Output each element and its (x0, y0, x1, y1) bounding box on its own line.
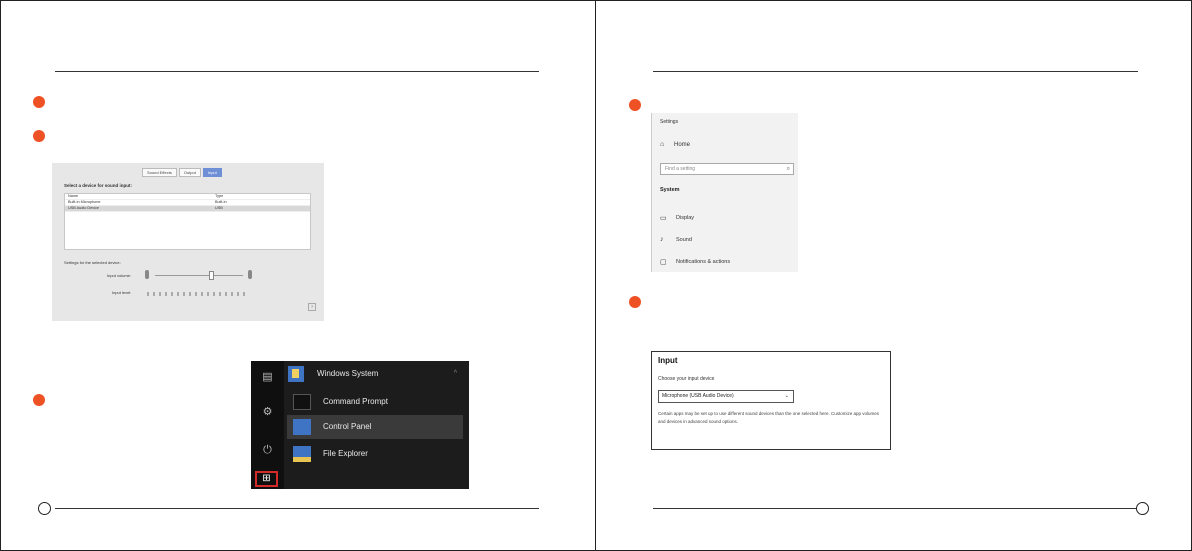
column-name: Name (68, 194, 79, 198)
menu-item-file-explorer[interactable] (287, 442, 463, 466)
start-rail (251, 361, 284, 489)
terminal-icon (293, 394, 311, 410)
sidebar-item-display[interactable] (660, 214, 790, 224)
step-bullet-5 (629, 296, 641, 308)
microphone-low-icon (145, 270, 149, 279)
tab-sound-effects[interactable]: Sound Effects (142, 168, 177, 177)
menu-item-control-panel[interactable] (287, 415, 463, 439)
sidebar-item-notifications[interactable] (660, 258, 790, 268)
control-panel-icon (293, 419, 311, 435)
speaker-icon: ♪ (660, 236, 664, 243)
sidebar-item-label: Sound (676, 237, 692, 243)
help-button[interactable]: ? (308, 303, 316, 311)
right-footer-rule (653, 508, 1138, 509)
settings-title: Settings (660, 119, 679, 125)
windows-start-menu (251, 361, 469, 489)
right-page-number-circle (1136, 502, 1149, 515)
chevron-down-icon: ⌄ (784, 393, 789, 399)
input-title: Input (658, 356, 678, 365)
power-icon[interactable]: ⏻ (263, 444, 272, 456)
home-label: Home (674, 142, 691, 148)
left-header-rule (55, 71, 539, 72)
microphone-high-icon (248, 270, 252, 279)
step-bullet-3 (33, 394, 45, 406)
tab-output[interactable]: Output (179, 168, 201, 177)
sidebar-item-label: Display (676, 215, 695, 221)
device-name: Built-in Microphone (68, 200, 101, 204)
windows-settings-pane (651, 113, 798, 272)
input-level-label: Input level: (112, 290, 132, 295)
input-volume-label: Input volume: (107, 273, 132, 278)
device-name: USB Audio Device (68, 206, 100, 210)
folder-icon (288, 366, 304, 382)
menu-item-label: Command Prompt (323, 397, 388, 406)
left-footer-rule (55, 508, 539, 509)
menu-item-command-prompt[interactable] (287, 390, 463, 414)
sound-tabs (142, 168, 224, 177)
device-type: USB (215, 206, 223, 210)
table-row[interactable] (65, 206, 310, 212)
group-label: Windows System (317, 369, 379, 378)
input-device-dropdown[interactable] (658, 390, 794, 403)
document-icon[interactable]: ▤ (262, 371, 273, 383)
find-setting-placeholder: Find a setting (665, 166, 696, 172)
chevron-up-icon: ^ (453, 370, 457, 377)
folder-icon (293, 446, 311, 462)
home-icon: ⌂ (660, 141, 665, 148)
input-volume-thumb[interactable] (209, 271, 214, 280)
input-description: Certain apps may be set up to use different sound devices than the one selected here. Customize app volumes and devices in advanced sound options. (658, 411, 880, 424)
page-fold (595, 0, 596, 551)
sound-input-panel (651, 351, 891, 450)
step-bullet-4 (629, 99, 641, 111)
left-page-number-circle (38, 502, 51, 515)
menu-item-label: Control Panel (323, 422, 372, 431)
input-device-value: Microphone (USB Audio Device) (662, 393, 734, 399)
device-list[interactable] (64, 193, 311, 250)
input-subtitle: Choose your input device (658, 376, 715, 382)
input-level-meter (147, 292, 247, 296)
windows-start-icon[interactable]: ⊞ (255, 471, 278, 487)
settings-label: Settings for the selected device: (64, 260, 121, 265)
tab-input[interactable]: Input (203, 168, 222, 177)
right-header-rule (653, 71, 1138, 72)
input-volume-slider[interactable] (155, 275, 243, 276)
sidebar-item-sound[interactable] (660, 236, 790, 246)
column-type: Type (215, 194, 224, 198)
search-icon: ⌕ (786, 166, 790, 172)
notification-icon: ▢ (660, 259, 667, 266)
step-bullet-2 (33, 130, 45, 142)
gear-icon[interactable]: ⚙ (262, 406, 273, 418)
menu-item-label: File Explorer (323, 449, 368, 458)
step-bullet-1 (33, 96, 45, 108)
find-setting-input[interactable] (660, 163, 794, 175)
sidebar-item-label: Notifications & actions (676, 259, 731, 265)
device-select-header: Select a device for sound input: (64, 183, 133, 188)
windows-system-group[interactable] (287, 363, 467, 385)
sound-input-dialog (52, 163, 324, 321)
display-icon: ▭ (660, 215, 667, 222)
device-type: Built-in (215, 200, 227, 204)
system-section-label: System (660, 187, 680, 193)
